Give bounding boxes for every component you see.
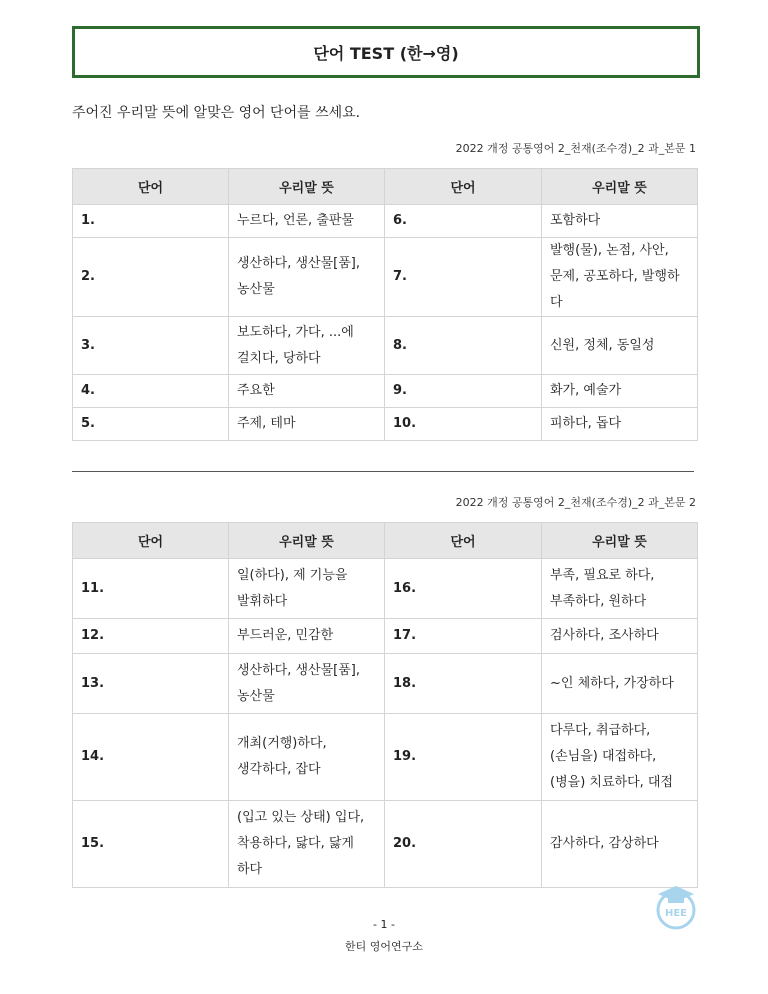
meaning-line: 걸치다, 당하다: [237, 350, 321, 366]
meaning-cell: [229, 317, 385, 375]
meaning-cell: [229, 408, 385, 441]
word-answer-cell[interactable]: 11.: [73, 559, 229, 619]
meaning-line: 부족, 필요로 하다,: [550, 567, 655, 583]
word-answer-cell[interactable]: 3.: [73, 317, 229, 375]
word-answer-cell[interactable]: 4.: [73, 375, 229, 408]
meaning-line: 문제, 공포하다, 발행하다: [550, 269, 680, 310]
meaning-line: 발행(물), 논점, 사안,: [550, 243, 669, 258]
meaning-line: 누르다, 언론, 출판물: [237, 213, 354, 228]
meaning-cell: [542, 408, 698, 441]
meaning-cell: [229, 654, 385, 714]
header-meaning: 우리말 뜻: [542, 523, 698, 559]
meaning-line: 개최(거행)하다,: [237, 736, 327, 751]
word-table-1: [72, 168, 698, 441]
meaning-line: 포함하다: [550, 213, 601, 228]
meaning-line: 농산물: [237, 282, 275, 297]
meaning-cell: [229, 801, 385, 888]
meaning-line: 검사하다, 조사하다: [550, 628, 659, 643]
table-header-row: [73, 523, 698, 559]
meaning-line: (손님을) 대접하다,: [550, 749, 657, 764]
footer-text: 한티 영어연구소: [345, 940, 423, 953]
word-answer-cell[interactable]: 12.: [73, 619, 229, 654]
word-answer-cell[interactable]: 16.: [385, 559, 542, 619]
section-2-source: 2022 개정 공통영어 2_천재(조수경)_2 과_본문 2: [455, 496, 696, 509]
word-answer-cell[interactable]: 5.: [73, 408, 229, 441]
header-meaning: 우리말 뜻: [542, 169, 698, 205]
hee-logo-icon: [652, 882, 700, 930]
word-answer-cell[interactable]: 2.: [73, 238, 229, 317]
meaning-line: 생각하다, 잡다: [237, 762, 321, 777]
header-word: 단어: [73, 169, 229, 205]
meaning-line: 주제, 테마: [237, 416, 296, 431]
meaning-cell: [542, 714, 698, 801]
word-answer-cell[interactable]: 10.: [385, 408, 542, 441]
meaning-cell: [542, 654, 698, 714]
meaning-line: 일(하다), 제 기능을: [237, 567, 348, 583]
section-divider: [72, 471, 694, 472]
meaning-cell: [542, 801, 698, 888]
word-answer-cell[interactable]: 14.: [73, 714, 229, 801]
meaning-line: 주요한: [237, 383, 275, 398]
meaning-line: ~인 체하다, 가장하다: [550, 675, 674, 691]
word-table-2: [72, 522, 698, 888]
meaning-line: (입고 있는 상태) 입다,: [237, 810, 365, 825]
table-row: [73, 714, 698, 801]
meaning-line: (병을) 치료하다, 대접: [550, 775, 674, 790]
table-row: [73, 654, 698, 714]
table-row: [73, 238, 698, 317]
meaning-cell: [542, 205, 698, 238]
meaning-cell: [542, 238, 698, 317]
meaning-line: 다루다, 취급하다,: [550, 723, 651, 738]
header-word: 단어: [385, 523, 542, 559]
meaning-line: 발휘하다: [237, 593, 288, 609]
meaning-cell: [229, 205, 385, 238]
header-word: 단어: [73, 523, 229, 559]
word-answer-cell[interactable]: 20.: [385, 801, 542, 888]
meaning-cell: [542, 559, 698, 619]
table-header-row: [73, 169, 698, 205]
word-answer-cell[interactable]: 15.: [73, 801, 229, 888]
table-row: [73, 408, 698, 441]
page-number: - 1 -: [373, 918, 395, 931]
instruction-text: 주어진 우리말 뜻에 알맞은 영어 단어를 쓰세요.: [72, 105, 361, 121]
meaning-cell: [542, 317, 698, 375]
meaning-line: 보도하다, 가다, ...에: [237, 324, 354, 340]
word-answer-cell[interactable]: 6.: [385, 205, 542, 238]
word-answer-cell[interactable]: 7.: [385, 238, 542, 317]
header-meaning: 우리말 뜻: [229, 169, 385, 205]
word-answer-cell[interactable]: 13.: [73, 654, 229, 714]
meaning-line: 신원, 정체, 동일성: [550, 337, 655, 353]
meaning-cell: [229, 559, 385, 619]
word-answer-cell[interactable]: 1.: [73, 205, 229, 238]
section-1-source: 2022 개정 공통영어 2_천재(조수경)_2 과_본문 1: [455, 142, 696, 155]
word-answer-cell[interactable]: 8.: [385, 317, 542, 375]
word-answer-cell[interactable]: 17.: [385, 619, 542, 654]
header-meaning: 우리말 뜻: [229, 523, 385, 559]
meaning-line: 피하다, 돕다: [550, 416, 622, 431]
word-answer-cell[interactable]: 9.: [385, 375, 542, 408]
page-title: 단어 TEST (한→영): [72, 26, 700, 78]
meaning-cell: [229, 619, 385, 654]
meaning-cell: [229, 238, 385, 317]
meaning-line: 농산물: [237, 688, 275, 704]
table-row: [73, 559, 698, 619]
word-answer-cell[interactable]: 19.: [385, 714, 542, 801]
table-row: [73, 801, 698, 888]
table-row: [73, 317, 698, 375]
meaning-line: 감사하다, 감상하다: [550, 836, 659, 851]
meaning-line: 생산하다, 생산물[품],: [237, 256, 361, 271]
table-row: [73, 619, 698, 654]
logo-text: HEE: [664, 908, 688, 919]
meaning-cell: [542, 619, 698, 654]
table-row: [73, 375, 698, 408]
meaning-cell: [542, 375, 698, 408]
header-word: 단어: [385, 169, 542, 205]
meaning-line: 하다: [237, 862, 263, 877]
meaning-cell: [229, 714, 385, 801]
meaning-line: 부족하다, 원하다: [550, 593, 647, 609]
meaning-line: 생산하다, 생산물[품],: [237, 662, 361, 678]
meaning-cell: [229, 375, 385, 408]
meaning-line: 부드러운, 민감한: [237, 628, 334, 643]
word-answer-cell[interactable]: 18.: [385, 654, 542, 714]
meaning-line: 화가, 예술가: [550, 383, 622, 398]
meaning-line: 착용하다, 닳다, 닳게: [237, 836, 354, 851]
table-row: [73, 205, 698, 238]
